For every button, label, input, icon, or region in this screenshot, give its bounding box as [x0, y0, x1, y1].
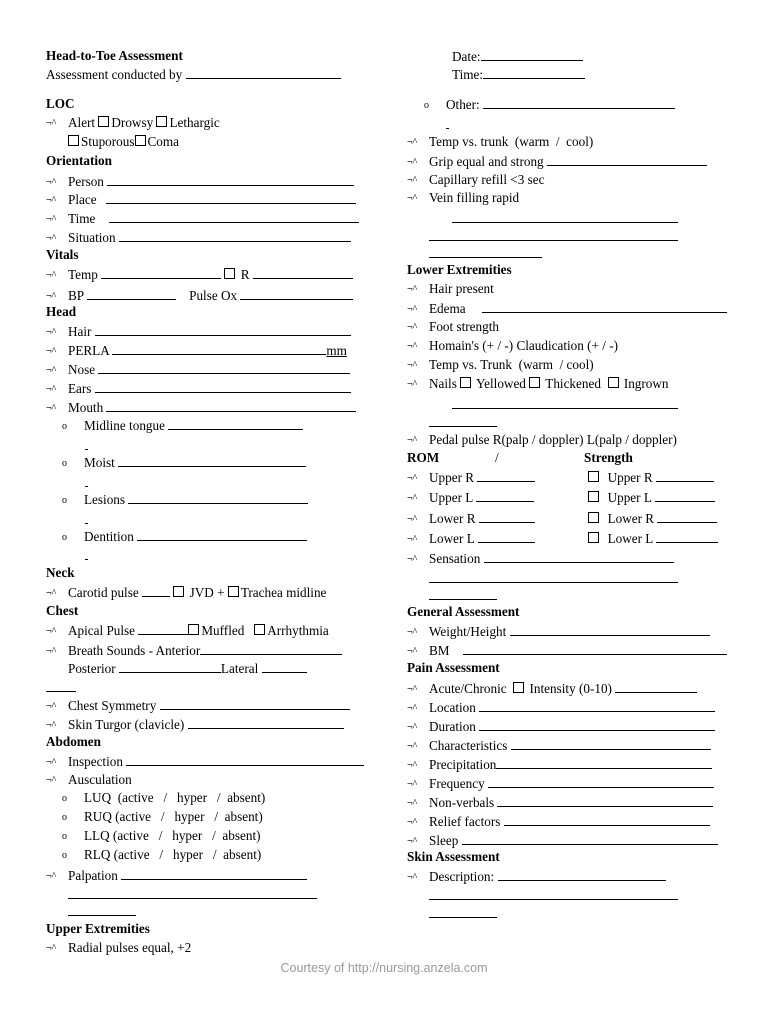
- moist-field[interactable]: [118, 453, 306, 467]
- strength-lower-r-field[interactable]: [657, 509, 717, 523]
- abdomen-heading: Abdomen: [46, 734, 101, 749]
- rom-upper-l-row: ¬^ Upper L: [407, 488, 534, 507]
- bullet-icon: ¬^: [46, 757, 57, 768]
- bullet-icon: ¬^: [407, 554, 418, 565]
- form-title: Head-to-Toe Assessment: [46, 48, 183, 63]
- posterior-row: Posterior Lateral: [68, 659, 307, 677]
- place-field[interactable]: [106, 190, 356, 204]
- bullet-icon: ¬^: [407, 722, 418, 733]
- bullet-icon: ¬^: [46, 775, 57, 786]
- description-row: ¬^ Description:: [407, 867, 666, 886]
- bullet-icon: ¬^: [407, 360, 418, 371]
- rom-slash: /: [495, 450, 499, 465]
- bullet-icon: ¬^: [407, 284, 418, 295]
- bullet-icon: ¬^: [407, 872, 418, 883]
- palpation-field[interactable]: [121, 866, 307, 880]
- sub-bullet-icon: o: [62, 831, 67, 842]
- radial-row: ¬^ Radial pulses equal, +2: [46, 940, 192, 955]
- characteristics-row: ¬^ Characteristics: [407, 736, 711, 755]
- wrap-dash: [85, 559, 88, 560]
- grip-field[interactable]: [547, 152, 707, 166]
- description-field[interactable]: [498, 867, 666, 881]
- rom-upper-r-field[interactable]: [477, 468, 535, 482]
- mouth-field[interactable]: [106, 398, 356, 412]
- time-row: ¬^ Time: [46, 209, 359, 228]
- bullet-icon: ¬^: [407, 175, 418, 186]
- palpation-line-2: [68, 898, 317, 899]
- strength-upper-l-checkbox[interactable]: [588, 491, 599, 502]
- sub-bullet-icon: o: [62, 850, 67, 861]
- description-line-3: [429, 917, 497, 918]
- thickened-checkbox[interactable]: [529, 377, 540, 388]
- ruq-row: o RUQ (active / hyper / absent): [62, 809, 263, 824]
- sub-bullet-icon: o: [62, 421, 67, 432]
- bullet-icon: ¬^: [407, 741, 418, 752]
- muffled-checkbox[interactable]: [188, 624, 199, 635]
- bullet-icon: ¬^: [407, 627, 418, 638]
- frequency-field[interactable]: [488, 774, 714, 788]
- loc-row-2: Stuporous Coma: [68, 133, 179, 150]
- bm-row: ¬^ BM: [407, 641, 727, 660]
- bullet-icon: ¬^: [46, 195, 57, 206]
- apical-field[interactable]: [138, 621, 188, 635]
- date-field[interactable]: [481, 47, 583, 61]
- strength-lower-r-row: Lower R: [588, 509, 717, 527]
- nails-row: ¬^ Nails Yellowed Thickened Ingrown: [407, 376, 669, 391]
- edema-field[interactable]: [482, 299, 727, 313]
- bullet-icon: ¬^: [407, 493, 418, 504]
- lower-extremities-heading: Lower Extremities: [407, 262, 512, 277]
- bullet-icon: ¬^: [46, 646, 57, 657]
- sensation-line-3: [429, 599, 497, 600]
- arrhythmia-checkbox[interactable]: [254, 624, 265, 635]
- carotid-field[interactable]: [142, 583, 170, 597]
- dentition-row: o Dentition: [62, 527, 307, 546]
- sub-bullet-icon: o: [424, 100, 429, 111]
- rom-lower-l-field[interactable]: [478, 529, 535, 543]
- nails-line-2: [429, 426, 497, 427]
- situation-row: ¬^ Situation: [46, 228, 351, 247]
- carotid-row: ¬^ Carotid pulse JVD + Trachea midline: [46, 585, 327, 600]
- bp-row: ¬^ BP Pulse Ox: [46, 286, 353, 305]
- bullet-icon: ¬^: [407, 684, 418, 695]
- lesions-field[interactable]: [128, 490, 308, 504]
- strength-upper-l-row: Upper L: [588, 488, 715, 506]
- strength-upper-r-checkbox[interactable]: [588, 471, 599, 482]
- weight-field[interactable]: [510, 622, 710, 636]
- bullet-icon: ¬^: [407, 646, 418, 657]
- bullet-icon: ¬^: [46, 177, 57, 188]
- loc-heading: LOC: [46, 96, 75, 111]
- moist-row: o Moist: [62, 453, 306, 472]
- wrap-dash: [85, 523, 88, 524]
- vein-line-3: [429, 257, 542, 258]
- luq-row: o LUQ (active / hyper / absent): [62, 790, 266, 805]
- place-row: ¬^ Place: [46, 190, 356, 209]
- bullet-icon: ¬^: [46, 720, 57, 731]
- bullet-icon: ¬^: [407, 779, 418, 790]
- nose-field[interactable]: [98, 360, 350, 374]
- midline-tongue-row: o Midline tongue: [62, 416, 303, 435]
- vein-row: ¬^ Vein filling rapid: [407, 190, 520, 205]
- bullet-icon: ¬^: [407, 836, 418, 847]
- posterior-field[interactable]: [119, 659, 221, 673]
- vein-line-2: [429, 240, 678, 241]
- bullet-icon: ¬^: [46, 588, 57, 599]
- edema-row: ¬^ Edema: [407, 299, 727, 318]
- r-checkbox[interactable]: [224, 268, 235, 279]
- bullet-icon: ¬^: [407, 760, 418, 771]
- rom-lower-r-field[interactable]: [479, 509, 535, 523]
- bullet-icon: ¬^: [46, 871, 57, 882]
- inspection-row: ¬^ Inspection: [46, 752, 364, 771]
- sleep-row: ¬^ Sleep: [407, 831, 718, 850]
- mouth-row: ¬^ Mouth: [46, 398, 356, 417]
- pulse-ox-field[interactable]: [240, 286, 353, 300]
- palpation-line-3: [68, 915, 136, 916]
- precipitation-row: ¬^ Precipitation: [407, 755, 712, 774]
- vitals-heading: Vitals: [46, 247, 79, 262]
- trachea-checkbox[interactable]: [228, 586, 239, 597]
- strength-lower-r-checkbox[interactable]: [588, 512, 599, 523]
- lethargic-checkbox[interactable]: [156, 116, 167, 127]
- coma-checkbox[interactable]: [135, 135, 146, 146]
- conducted-by-field[interactable]: [186, 65, 341, 79]
- bullet-icon: ¬^: [407, 379, 418, 390]
- drowsy-checkbox[interactable]: [98, 116, 109, 127]
- rom-lower-r-row: ¬^ Lower R: [407, 509, 535, 528]
- grip-row: ¬^ Grip equal and strong: [407, 152, 707, 171]
- nonverbals-field[interactable]: [497, 793, 713, 807]
- loc-row-1: ¬^ Alert Drowsy Lethargic: [46, 115, 220, 130]
- chest-heading: Chest: [46, 603, 79, 618]
- bullet-icon: ¬^: [46, 384, 57, 395]
- strength-lower-l-field[interactable]: [656, 529, 718, 543]
- r-field[interactable]: [253, 265, 353, 279]
- dentition-field[interactable]: [137, 527, 307, 541]
- bullet-icon: ¬^: [407, 157, 418, 168]
- breath-row: ¬^ Breath Sounds - Anterior: [46, 641, 342, 660]
- turgor-row: ¬^ Skin Turgor (clavicle): [46, 715, 344, 734]
- precipitation-field[interactable]: [496, 755, 712, 769]
- bullet-icon: ¬^: [46, 270, 57, 281]
- characteristics-field[interactable]: [511, 736, 711, 750]
- sub-bullet-icon: o: [62, 793, 67, 804]
- time-stamp-row: Time:: [452, 65, 585, 83]
- bullet-icon: ¬^: [407, 817, 418, 828]
- strength-heading: Strength: [584, 450, 633, 465]
- wrap-line: [46, 691, 76, 692]
- time-field[interactable]: [109, 209, 359, 223]
- foot-strength-row: ¬^ Foot strength: [407, 319, 499, 334]
- orientation-heading: Orientation: [46, 153, 112, 168]
- hair-field[interactable]: [95, 322, 351, 336]
- conducted-by-label: Assessment conducted by: [46, 65, 341, 83]
- bullet-icon: ¬^: [407, 322, 418, 333]
- bullet-icon: ¬^: [46, 233, 57, 244]
- sub-bullet-icon: o: [62, 812, 67, 823]
- rom-heading: ROM: [407, 450, 440, 465]
- wrap-dash: [446, 128, 449, 129]
- nose-row: ¬^ Nose: [46, 360, 350, 379]
- pedal-pulse-row: ¬^ Pedal pulse R(palp / doppler) L(palp / doppler): [407, 432, 677, 447]
- frequency-row: ¬^ Frequency: [407, 774, 714, 793]
- bullet-icon: ¬^: [46, 327, 57, 338]
- llq-row: o LLQ (active / hyper / absent): [62, 828, 261, 843]
- general-assessment-heading: General Assessment: [407, 604, 520, 619]
- intensity-field[interactable]: [615, 679, 697, 693]
- relief-field[interactable]: [504, 812, 710, 826]
- jvd-checkbox[interactable]: [173, 586, 184, 597]
- rom-upper-l-field[interactable]: [476, 488, 534, 502]
- temp-trunk-row: ¬^ Temp vs. trunk (warm / cool): [407, 134, 594, 149]
- strength-upper-l-field[interactable]: [655, 488, 715, 502]
- lesions-row: o Lesions: [62, 490, 308, 509]
- ingrown-checkbox[interactable]: [608, 377, 619, 388]
- vein-line-1: [452, 222, 678, 223]
- bullet-icon: ¬^: [46, 403, 57, 414]
- neck-heading: Neck: [46, 565, 75, 580]
- sub-bullet-icon: o: [62, 495, 67, 506]
- sensation-field[interactable]: [484, 549, 674, 563]
- bullet-icon: ¬^: [407, 341, 418, 352]
- turgor-field[interactable]: [188, 715, 344, 729]
- apical-row: ¬^ Apical Pulse Muffled Arrhythmia: [46, 623, 329, 638]
- other-field[interactable]: [483, 95, 675, 109]
- sub-bullet-icon: o: [62, 458, 67, 469]
- upper-extremities-heading: Upper Extremities: [46, 921, 150, 936]
- sensation-line-2: [429, 582, 678, 583]
- temp-r-row: ¬^ Temp R: [46, 265, 353, 284]
- bp-field[interactable]: [87, 286, 176, 300]
- person-row: ¬^ Person: [46, 172, 354, 191]
- palpation-row: ¬^ Palpation: [46, 866, 307, 885]
- footer-credit: Courtesy of http://nursing.anzela.com: [280, 961, 488, 975]
- bullet-icon: ¬^: [407, 703, 418, 714]
- cap-refill-row: ¬^ Capillary refill <3 sec: [407, 172, 545, 187]
- duration-row: ¬^ Duration: [407, 717, 715, 736]
- temp-field[interactable]: [101, 265, 221, 279]
- other-row: o Other:: [424, 95, 675, 114]
- sleep-field[interactable]: [462, 831, 718, 845]
- strength-lower-l-row: Lower L: [588, 529, 718, 547]
- bullet-icon: ¬^: [46, 365, 57, 376]
- bullet-icon: ¬^: [46, 626, 57, 637]
- strength-upper-r-row: Upper R: [588, 468, 714, 486]
- breath-anterior-field[interactable]: [200, 641, 342, 655]
- person-field[interactable]: [107, 172, 354, 186]
- homain-row: ¬^ Homain's (+ / -) Claudication (+ / -): [407, 338, 619, 353]
- bullet-icon: ¬^: [46, 701, 57, 712]
- nonverbals-row: ¬^ Non-verbals: [407, 793, 713, 812]
- symmetry-row: ¬^ Chest Symmetry: [46, 696, 350, 715]
- situation-field[interactable]: [119, 228, 351, 242]
- temp-vs-trunk-row: ¬^ Temp vs. Trunk (warm / cool): [407, 357, 594, 372]
- bullet-icon: ¬^: [407, 473, 418, 484]
- wrap-dash: [85, 486, 88, 487]
- bullet-icon: ¬^: [46, 214, 57, 225]
- bullet-icon: ¬^: [407, 798, 418, 809]
- strength-lower-l-checkbox[interactable]: [588, 532, 599, 543]
- head-heading: Head: [46, 304, 77, 319]
- bullet-icon: ¬^: [46, 291, 57, 302]
- stuporous-checkbox[interactable]: [68, 135, 79, 146]
- bullet-icon: ¬^: [46, 118, 57, 129]
- bullet-icon: ¬^: [46, 943, 57, 954]
- strength-upper-r-field[interactable]: [656, 468, 714, 482]
- bullet-icon: ¬^: [407, 304, 418, 315]
- bullet-icon: ¬^: [407, 514, 418, 525]
- acute-row: ¬^ Acute/Chronic Intensity (0-10): [407, 679, 697, 698]
- symmetry-field[interactable]: [160, 696, 350, 710]
- wrap-dash: [85, 449, 88, 450]
- ausculation-row: ¬^ Ausculation: [46, 772, 132, 787]
- hair-present-row: ¬^ Hair present: [407, 281, 494, 296]
- yellowed-checkbox[interactable]: [460, 377, 471, 388]
- relief-row: ¬^ Relief factors: [407, 812, 710, 831]
- rom-lower-l-row: ¬^ Lower L: [407, 529, 535, 548]
- sensation-row: ¬^ Sensation: [407, 549, 674, 568]
- bullet-icon: ¬^: [407, 534, 418, 545]
- rlq-row: o RLQ (active / hyper / absent): [62, 847, 262, 862]
- ears-field[interactable]: [95, 379, 351, 393]
- weight-row: ¬^ Weight/Height: [407, 622, 710, 641]
- skin-assessment-heading: Skin Assessment: [407, 849, 500, 864]
- midline-tongue-field[interactable]: [168, 416, 303, 430]
- location-row: ¬^ Location: [407, 698, 715, 717]
- ears-row: ¬^ Ears: [46, 379, 351, 398]
- bullet-icon: ¬^: [407, 435, 418, 446]
- bullet-icon: ¬^: [46, 346, 57, 357]
- intensity-checkbox[interactable]: [513, 682, 524, 693]
- bullet-icon: ¬^: [407, 193, 418, 204]
- hair-row: ¬^ Hair: [46, 322, 351, 341]
- rom-upper-r-row: ¬^ Upper R: [407, 468, 535, 487]
- perla-row: ¬^ PERLA mm: [46, 343, 347, 358]
- location-field[interactable]: [479, 698, 715, 712]
- bm-field[interactable]: [463, 641, 727, 655]
- pain-assessment-heading: Pain Assessment: [407, 660, 500, 675]
- bullet-icon: ¬^: [407, 137, 418, 148]
- time-stamp-field[interactable]: [483, 65, 585, 79]
- nails-line-1: [452, 408, 678, 409]
- description-line-2: [429, 899, 678, 900]
- inspection-field[interactable]: [126, 752, 364, 766]
- duration-field[interactable]: [479, 717, 715, 731]
- sub-bullet-icon: o: [62, 532, 67, 543]
- perla-field[interactable]: [112, 341, 326, 355]
- lateral-field[interactable]: [262, 659, 307, 673]
- date-row: Date:: [452, 47, 583, 65]
